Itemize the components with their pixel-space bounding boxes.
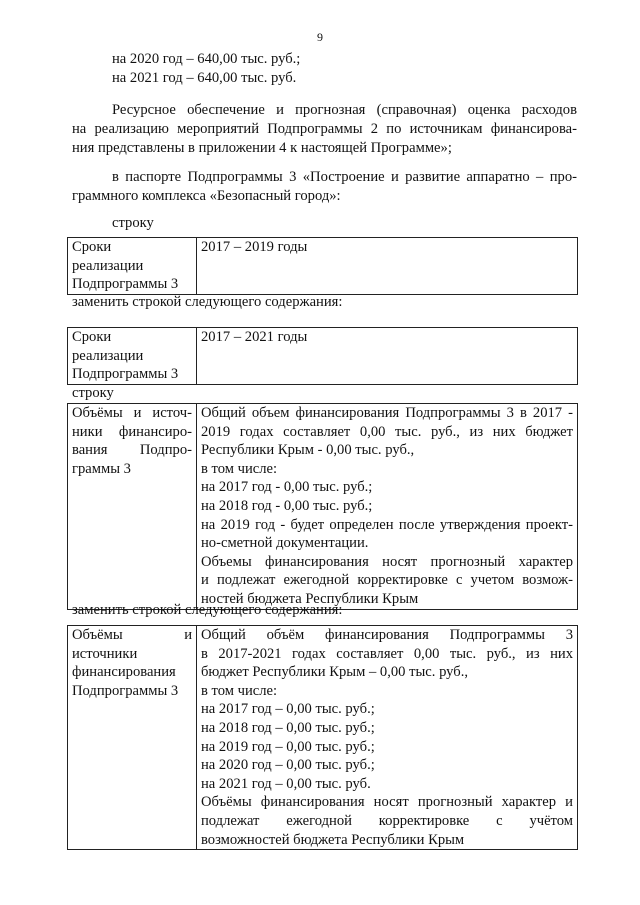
funding-line: Объёмы финансирования носят прогнозный характер и <box>201 794 573 811</box>
table-label-cell <box>68 626 197 850</box>
table-label-line: реализации <box>72 347 144 364</box>
resource-paragraph-line-2: на реализацию мероприятий Подпрограммы 2 по источникам финансирова- <box>72 121 577 137</box>
resource-paragraph-line-1: Ресурсное обеспечение и прогнозная (справочная) оценка расходов <box>112 102 577 118</box>
funding-line: Республики Крым - 0,00 тыс. руб., <box>201 442 415 459</box>
stroku-label-1: строку <box>112 215 154 231</box>
replace-label-1: заменить строкой следующего содержания: <box>72 294 343 310</box>
table-label-line: ники финансиро- <box>72 423 192 440</box>
table-label-cell <box>68 328 197 385</box>
table-label-line: источники <box>72 645 138 662</box>
funding-line: на 2019 год - будет определен после утверждения проект- <box>201 516 573 533</box>
table-label-line: Сроки <box>72 239 112 255</box>
funding-line: Общий объём финансирования Подпрограммы 3 <box>201 627 573 643</box>
funding-line: но-сметной документации. <box>201 535 369 552</box>
table-value-cell <box>197 404 578 610</box>
funding-line: ностей бюджета Республики Крым <box>201 590 419 607</box>
funding-line: в 2017-2021 годах составляет 0,00 тыс. руб., из них <box>201 645 573 662</box>
table-label-cell <box>68 238 197 295</box>
resource-paragraph-line-3: ния представлены в приложении 4 к настоящей Программе»; <box>72 140 452 156</box>
table-value-cell <box>197 328 578 385</box>
table-label-line: Сроки <box>72 329 112 345</box>
funding-line: Объемы финансирования носят прогнозный характер <box>201 553 573 570</box>
table-value-cell <box>197 238 578 295</box>
funding-line: на 2019 год – 0,00 тыс. руб.; <box>201 738 375 755</box>
funding-line: на 2020 год – 0,00 тыс. руб.; <box>201 757 375 774</box>
table-label-line: Подпрограммы 3 <box>72 682 179 699</box>
funding-line: и подлежат ежегодной корректировке с учетом возмож- <box>201 572 573 589</box>
funding-line: 2019 годах составляет 0,00 тыс. руб., из них бюджет <box>201 423 573 440</box>
intro-line-2021: на 2021 год – 640,00 тыс. руб. <box>112 70 297 86</box>
period-value: 2017 – 2019 годы <box>201 239 308 255</box>
table-label-line: граммы 3 <box>72 460 131 477</box>
funding-line: возможностей бюджета Республики Крым <box>201 831 465 848</box>
funding-line: на 2017 год – 0,00 тыс. руб.; <box>201 701 375 718</box>
replace-label-2: заменить строкой следующего содержания: <box>72 602 343 618</box>
funding-line: в том числе: <box>201 460 278 477</box>
page-number: 9 <box>317 30 323 44</box>
funding-line: Общий объем финансирования Подпрограммы 3 в 2017 - <box>201 405 573 421</box>
table-label-line: Подпрограммы 3 <box>72 366 179 383</box>
table-row <box>68 238 578 295</box>
intro-line-2020: на 2020 год – 640,00 тыс. руб.; <box>112 51 301 67</box>
passport-paragraph-line-2: граммного комплекса «Безопасный город»: <box>72 188 341 204</box>
table-label-line: Объёмы и источ- <box>72 405 192 421</box>
table-row <box>68 626 578 850</box>
table-funding-new <box>67 625 578 850</box>
funding-line: в том числе: <box>201 682 278 699</box>
funding-line: на 2018 год – 0,00 тыс. руб.; <box>201 719 375 736</box>
table-value-cell <box>197 626 578 850</box>
table-label-line: Объёмы и <box>72 627 192 643</box>
table-period-new <box>67 327 578 385</box>
table-period-old <box>67 237 578 295</box>
table-row <box>68 328 578 385</box>
table-label-cell <box>68 404 197 610</box>
table-label-line: Подпрограммы 3 <box>72 276 179 293</box>
funding-line: на 2021 год – 0,00 тыс. руб. <box>201 775 371 792</box>
table-row <box>68 404 578 610</box>
passport-paragraph-line-1: в паспорте Подпрограммы 3 «Построение и развитие аппаратно – про- <box>112 169 577 185</box>
stroku-label-2: строку <box>72 385 114 401</box>
table-label-line: вания Подпро- <box>72 442 192 459</box>
funding-line: на 2017 год - 0,00 тыс. руб.; <box>201 479 373 496</box>
funding-line: подлежат ежегодной корректировке с учётом <box>201 812 573 829</box>
period-value: 2017 – 2021 годы <box>201 329 308 345</box>
funding-line: бюджет Республики Крым – 0,00 тыс. руб., <box>201 664 469 681</box>
table-funding-old <box>67 403 578 610</box>
table-label-line: реализации <box>72 257 144 274</box>
funding-line: на 2018 год - 0,00 тыс. руб.; <box>201 497 373 514</box>
table-label-line: финансирования <box>72 664 176 681</box>
